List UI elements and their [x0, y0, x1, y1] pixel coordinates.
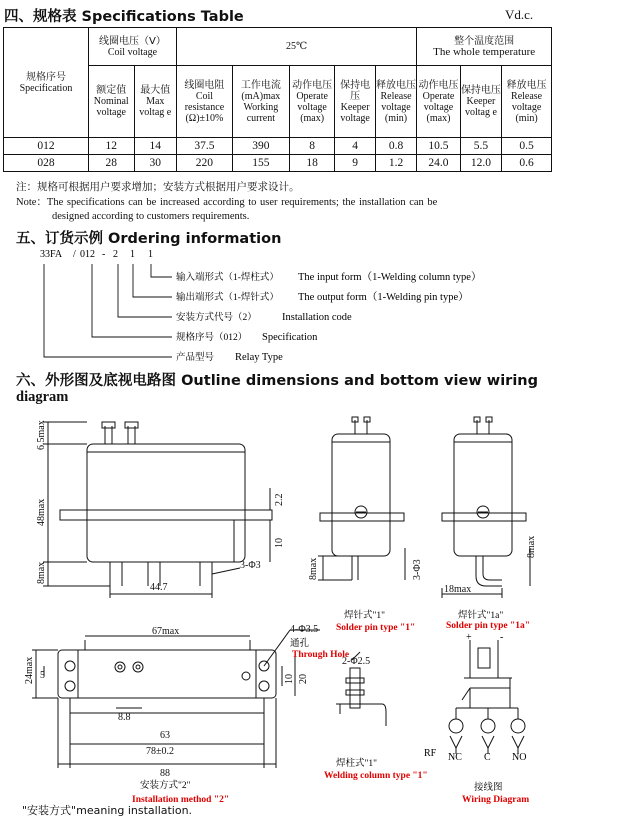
- coil-group-header: 线圈电压（V） Coil voltage: [88, 28, 176, 66]
- relay-body: [87, 444, 245, 562]
- dim-text: 18max: [444, 584, 472, 595]
- col-header: 保持电压 Keeper voltage: [335, 66, 375, 138]
- dim-text: 6.5max: [36, 420, 47, 450]
- plus-label: +: [466, 632, 472, 643]
- order-line-zh: 规格序号（012）: [176, 333, 248, 343]
- dim-text: 2.2: [274, 493, 285, 506]
- wiring-en-label: Wiring Diagram: [462, 795, 530, 805]
- leader-specification: [92, 264, 172, 337]
- wiring-zh-label: 接线图: [474, 783, 503, 793]
- dim-text: 48max: [36, 498, 47, 526]
- col-header: 线圈电阻 Coil resistance (Ω)±10%: [176, 66, 232, 138]
- through-zh-label: 通孔: [290, 639, 310, 649]
- through-en-label: Through Hole: [292, 650, 350, 660]
- minus-label: -: [500, 632, 504, 643]
- col-header: 工作电流 (mA)max Working current: [232, 66, 289, 138]
- rf-label: RF: [424, 748, 437, 759]
- solder1-zh-label: 焊针式"1": [344, 611, 386, 621]
- mount-flange: [60, 510, 272, 520]
- solder1-en-label: Solder pin type "1": [336, 623, 416, 633]
- outline-heading-2: diagram: [16, 389, 69, 405]
- order-line-zh: 输出端形式（1-焊针式）: [176, 293, 279, 303]
- leader-input: [151, 264, 172, 277]
- code-dash: -: [102, 249, 106, 260]
- leader-output: [133, 264, 172, 297]
- spec-table: [3, 27, 552, 172]
- install-en-label: Installation method "2": [132, 795, 230, 805]
- dim-text: 78±0.2: [146, 746, 174, 757]
- col-header: 额定值 Nominal voltage: [88, 66, 134, 138]
- code-33fa: 33FA: [40, 249, 63, 260]
- code-2: 2: [113, 249, 118, 260]
- dim-text: 20: [298, 674, 309, 684]
- code-1a: 1: [130, 249, 135, 260]
- side-view: [318, 417, 405, 580]
- col-header: 动作电压 Operate voltage (max): [417, 66, 461, 138]
- col-header: 释放电压 Release voltage (min): [502, 66, 552, 138]
- note-zh: 注：规格可根据用户要求增加；安装方式根据用户要求设计。: [16, 181, 300, 193]
- dim-text: 8max: [308, 557, 319, 580]
- footer-note: "安装方式"meaning installation.: [22, 804, 193, 817]
- ordering-diagram: [0, 244, 625, 364]
- dim-text: 10: [274, 538, 285, 548]
- dim-text: 3-Φ3: [240, 560, 261, 571]
- note-en-1: Note：The specifications can be increased according to user requirements; the installation can be: [16, 197, 438, 208]
- order-line-en: Installation code: [282, 312, 352, 323]
- c-label: C: [484, 752, 491, 763]
- code-1b: 1: [148, 249, 153, 260]
- dim-text: 63: [160, 730, 170, 741]
- welding-en-label: Welding column type "1": [324, 771, 428, 781]
- temp-whole-header: 整个温度范围 The whole temperature: [417, 28, 552, 66]
- unit-label: Vd.c.: [505, 7, 534, 22]
- outline-heading: 六、外形图及底视电路图 Outline dimensions and bottom view wiring: [16, 373, 538, 389]
- dim-text: 67max: [152, 626, 180, 637]
- install-zh-label: 安装方式"2": [140, 781, 191, 791]
- dim-text: 8max: [526, 535, 537, 558]
- table-row: 028 28 30 220 155 18 9 1.2 24.0 12.0 0.6: [4, 155, 552, 172]
- welding-zh-label: 焊柱式"1": [336, 759, 378, 769]
- order-line-en: The input form（1-Welding column type）: [298, 272, 482, 283]
- temp-25-header: 25℃: [176, 28, 416, 66]
- dim-text: 8.8: [118, 712, 131, 723]
- col-header: 保持电压 Keeper voltag e: [460, 66, 501, 138]
- dim-text: 4-Φ3.5: [290, 624, 319, 635]
- solder1a-zh-label: 焊针式"1a": [458, 611, 504, 621]
- spec-heading: 四、规格表 Specifications Table: [4, 9, 244, 25]
- order-line-zh: 产品型号: [176, 353, 215, 363]
- wiring-diagram: [449, 640, 525, 754]
- nc-label: NC: [448, 752, 462, 763]
- table-row: 012 12 14 37.5 390 8 4 0.8 10.5 5.5 0.5: [4, 138, 552, 155]
- dim-text: 10: [284, 674, 295, 684]
- dim-text: 5: [40, 670, 45, 681]
- code-slash: /: [73, 249, 76, 260]
- dim-text: 8max: [36, 561, 47, 584]
- order-line-zh: 输入端形式（1-焊柱式）: [176, 273, 279, 283]
- order-line-en: The output form（1-Welding pin type）: [298, 292, 469, 303]
- outline-drawings: [0, 408, 625, 838]
- col-header: 动作电压 Operate voltage (max): [289, 66, 335, 138]
- col-header: 最大值 Max voltag e: [134, 66, 176, 138]
- order-line-en: Specification: [262, 332, 318, 343]
- no-label: NO: [512, 752, 527, 763]
- side-view-pin: [442, 417, 530, 598]
- dim-text: 2-Φ2.5: [342, 656, 371, 667]
- note-en-2: designed according to customers requirements.: [52, 211, 250, 222]
- col-header: 释放电压 Release voltage (min): [375, 66, 416, 138]
- ordering-heading: 五、订货示例 Ordering information: [16, 231, 282, 247]
- order-line-en: Relay Type: [235, 352, 283, 363]
- dim-text: 3-Φ3: [412, 559, 423, 580]
- dim-text: 44.7: [150, 582, 168, 593]
- dim-text: 88: [160, 768, 170, 779]
- solder1a-en-label: Solder pin type "1a": [446, 621, 531, 631]
- dim-text: 24max: [24, 656, 35, 684]
- leader-installation: [118, 264, 172, 317]
- leader-relay-type: [44, 264, 172, 357]
- spec-col-header: 规格序号 Specification: [4, 28, 89, 138]
- code-012: 012: [80, 249, 95, 260]
- order-line-zh: 安装方式代号（2）: [176, 313, 257, 323]
- front-view: [43, 422, 272, 598]
- bottom-view: [32, 630, 320, 768]
